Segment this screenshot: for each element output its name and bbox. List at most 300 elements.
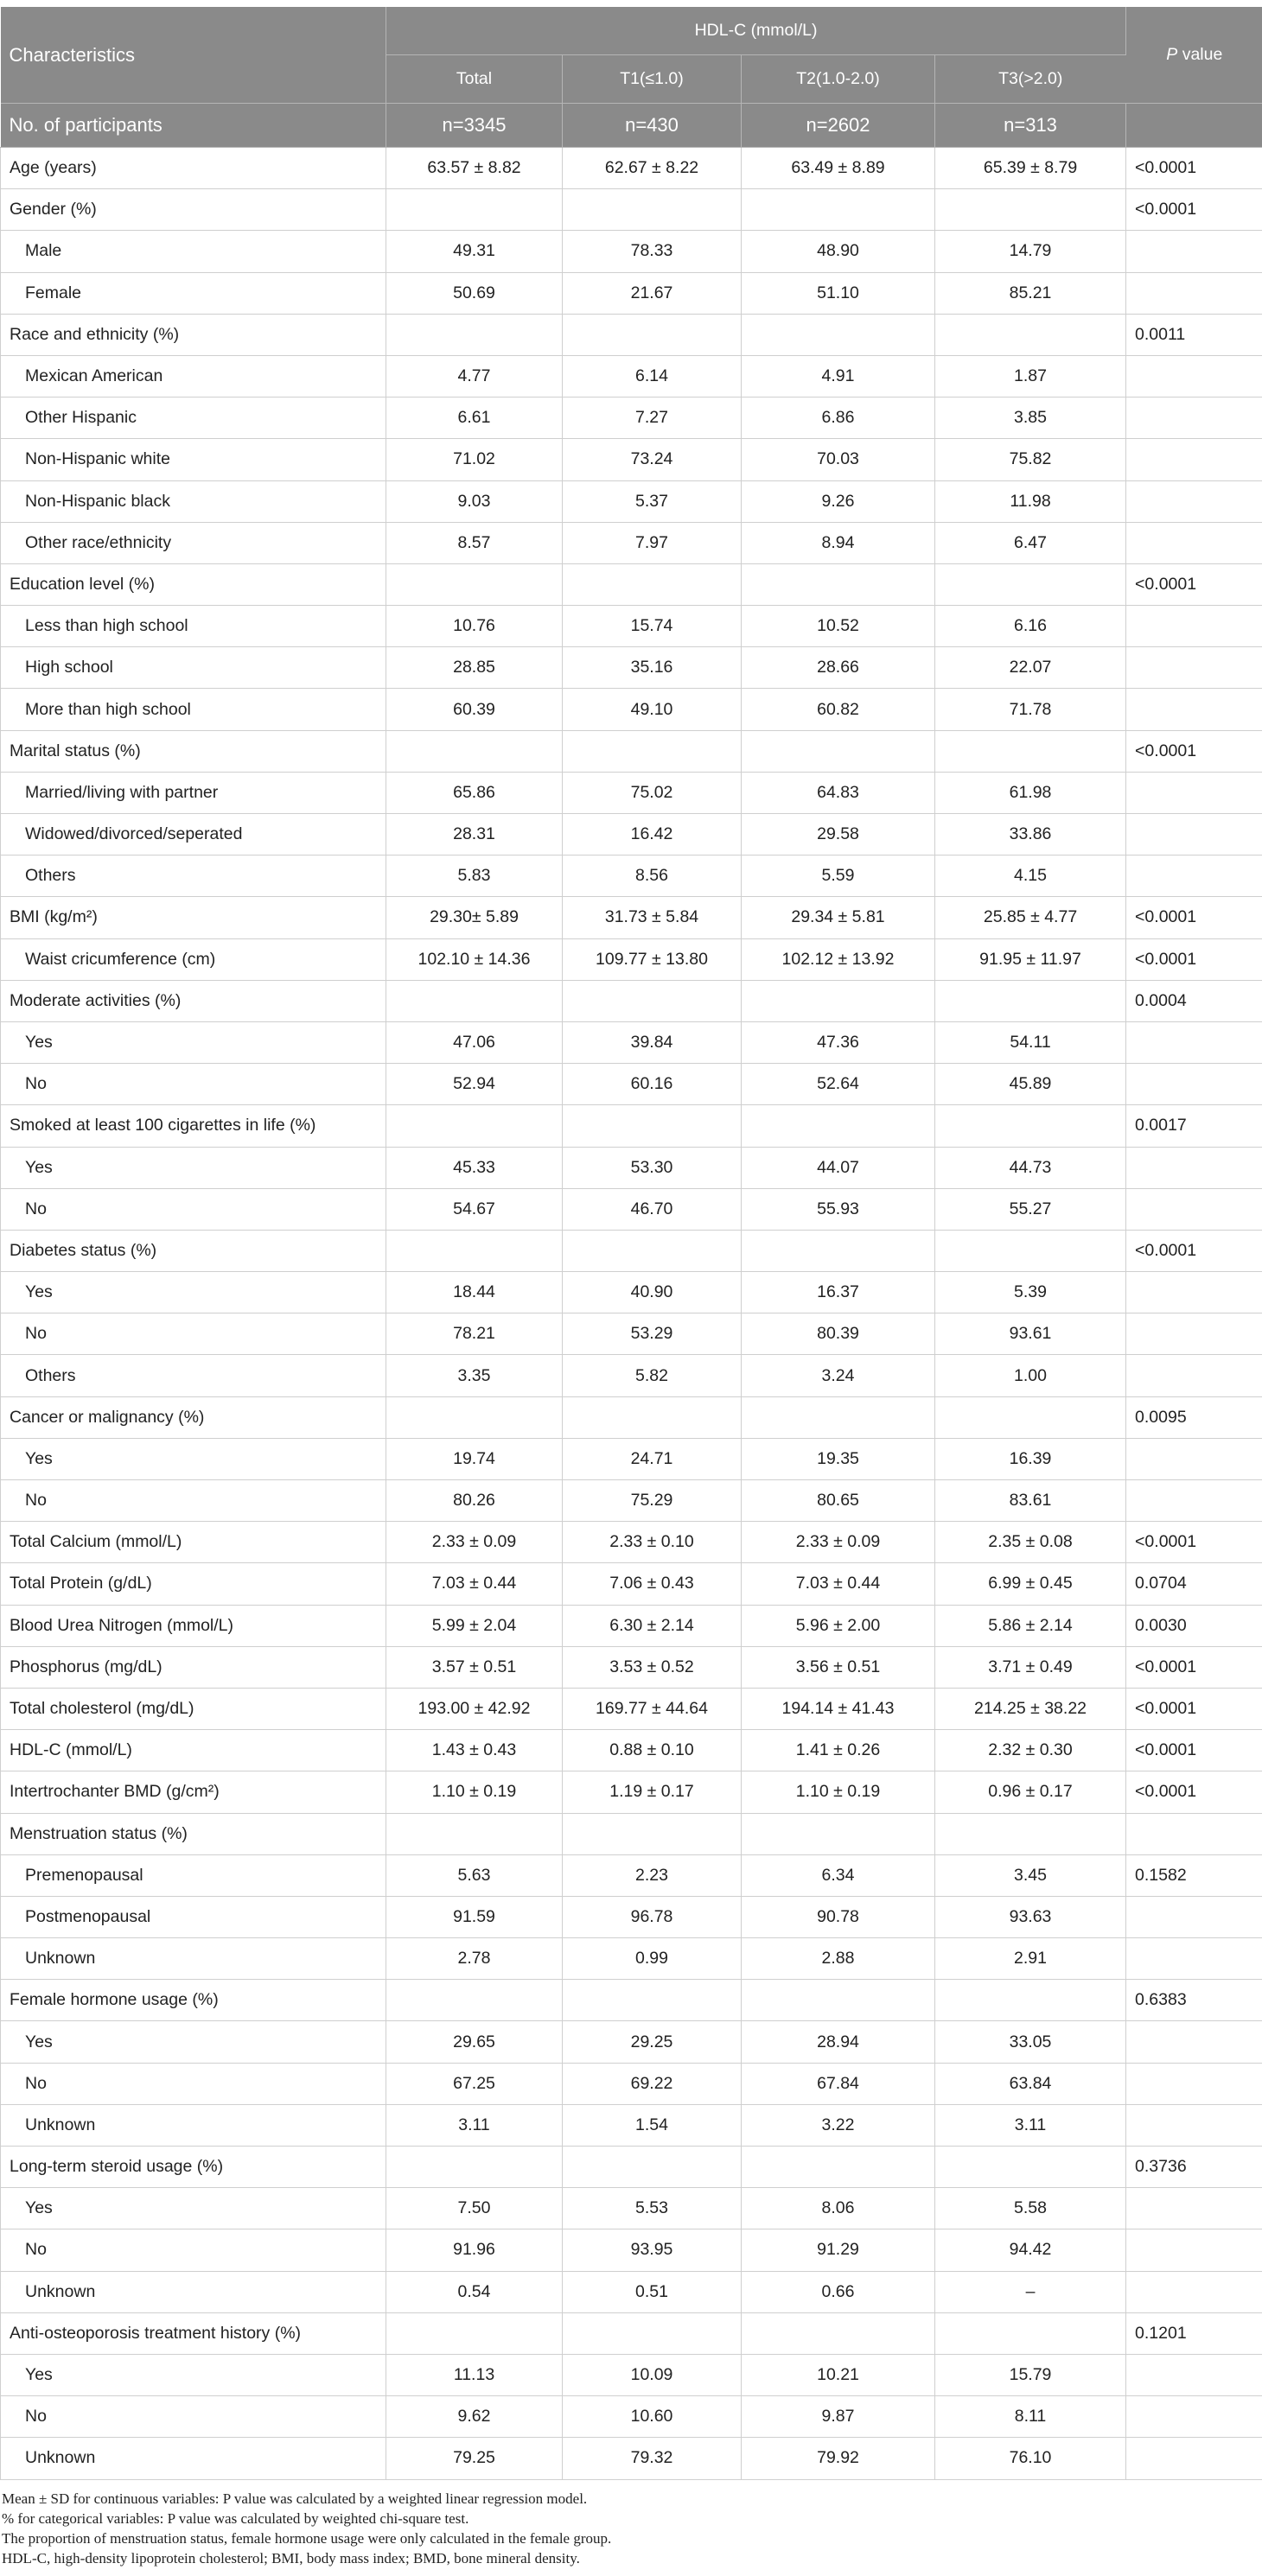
table-row [1,355,1262,397]
row-value: 2.91 [935,1938,1126,1980]
footnote: The proportion of menstruation status, female hormone usage were only calculated in the female group. [2,2529,612,2547]
row-value: 76.10 [935,2438,1126,2479]
p-italic: P [1166,45,1178,64]
row-label: Unknown [1,2104,386,2146]
row-p-value [1126,1272,1262,1313]
row-value [935,2147,1126,2188]
row-value: 91.29 [742,2229,935,2271]
row-value: 2.23 [563,1854,742,1896]
row-value: 10.52 [742,606,935,647]
row-value [563,2147,742,2188]
row-value: 46.70 [563,1188,742,1230]
row-value: 28.85 [386,647,563,689]
col-t3-header: T3(>2.0) [935,55,1126,104]
footnote: HDL-C, high-density lipoprotein cholesterol; BMI, body mass index; BMD, bone mineral density. [2,2549,580,2566]
row-label: Diabetes status (%) [1,1230,386,1271]
row-value [563,314,742,355]
table-row [1,1105,1262,1147]
row-value: 79.92 [742,2438,935,2479]
table-row [1,2104,1262,2146]
row-label: Yes [1,1438,386,1479]
row-value: 3.57 ± 0.51 [386,1646,563,1688]
row-label: Unknown [1,2271,386,2312]
row-value: 53.30 [563,1147,742,1188]
row-label: Yes [1,1147,386,1188]
row-label: More than high school [1,689,386,730]
row-value: 3.85 [935,398,1126,439]
table-body [1,148,1262,2480]
row-value [386,1980,563,2021]
row-value: 7.50 [386,2188,563,2229]
row-value: 1.10 ± 0.19 [742,1771,935,1813]
row-value: 96.78 [563,1896,742,1937]
row-value: 102.12 ± 13.92 [742,938,935,980]
row-value [386,314,563,355]
row-value [742,189,935,231]
row-p-value [1126,1355,1262,1396]
row-value: 10.21 [742,2354,935,2395]
row-p-value [1126,1480,1262,1522]
row-p-value: 0.1201 [1126,2312,1262,2354]
row-value: 28.31 [386,814,563,855]
footnotes [0,2480,1262,2568]
row-label: Blood Urea Nitrogen (mmol/L) [1,1605,386,1646]
row-p-value [1126,1313,1262,1355]
row-p-value [1126,2229,1262,2271]
table-row [1,1605,1262,1646]
row-value [935,1980,1126,2021]
row-value: 79.25 [386,2438,563,2479]
row-value [742,2147,935,2188]
table-row [1,2063,1262,2104]
table-row [1,1272,1262,1313]
row-label: Male [1,231,386,272]
table-row [1,2021,1262,2063]
row-label: Non-Hispanic white [1,439,386,480]
row-p-value [1126,2063,1262,2104]
row-value: 14.79 [935,231,1126,272]
row-label: Female [1,272,386,314]
row-value [386,563,563,605]
row-value: 3.35 [386,1355,563,1396]
row-value: 29.34 ± 5.81 [742,897,935,938]
row-p-value [1126,1021,1262,1063]
row-value: 6.86 [742,398,935,439]
table-row [1,2396,1262,2438]
row-value [386,1105,563,1147]
row-value: 33.05 [935,2021,1126,2063]
col-total-header: Total [386,55,563,104]
row-p-value: 0.0004 [1126,980,1262,1021]
table-row [1,1355,1262,1396]
row-label: Total Calcium (mmol/L) [1,1522,386,1563]
row-label: Less than high school [1,606,386,647]
table-row [1,730,1262,772]
row-value: 10.60 [563,2396,742,2438]
participants-t1: n=430 [563,104,742,148]
row-value [742,1230,935,1271]
row-p-value: <0.0001 [1126,897,1262,938]
row-value: 75.82 [935,439,1126,480]
participants-label: No. of participants [1,104,386,148]
row-value: 93.61 [935,1313,1126,1355]
row-value: 75.02 [563,772,742,813]
row-p-value: <0.0001 [1126,1688,1262,1729]
row-value: 78.33 [563,231,742,272]
row-value [563,1980,742,2021]
table-row [1,1646,1262,1688]
row-value: 0.51 [563,2271,742,2312]
participants-total: n=3345 [386,104,563,148]
row-value [742,730,935,772]
row-value: 5.96 ± 2.00 [742,1605,935,1646]
row-value: 11.98 [935,480,1126,522]
row-value [935,730,1126,772]
row-value: 79.32 [563,2438,742,2479]
row-label: No [1,1313,386,1355]
row-value: 71.78 [935,689,1126,730]
row-value: 65.86 [386,772,563,813]
row-value: 61.98 [935,772,1126,813]
row-value: 194.14 ± 41.43 [742,1688,935,1729]
row-p-value: <0.0001 [1126,1646,1262,1688]
row-label: Moderate activities (%) [1,980,386,1021]
row-label: Postmenopausal [1,1896,386,1937]
row-value: 3.53 ± 0.52 [563,1646,742,1688]
row-p-value: <0.0001 [1126,1771,1262,1813]
row-value: 85.21 [935,272,1126,314]
row-value: 0.99 [563,1938,742,1980]
row-value: 7.27 [563,398,742,439]
row-value: 60.39 [386,689,563,730]
row-value: 2.88 [742,1938,935,1980]
row-value: 73.24 [563,439,742,480]
row-value: 3.71 ± 0.49 [935,1646,1126,1688]
row-p-value: 0.0017 [1126,1105,1262,1147]
row-value [742,1396,935,1438]
row-p-value: <0.0001 [1126,148,1262,189]
row-p-value [1126,606,1262,647]
row-value [563,2312,742,2354]
row-value: 53.29 [563,1313,742,1355]
row-p-value: 0.6383 [1126,1980,1262,2021]
row-label: Female hormone usage (%) [1,1980,386,2021]
row-value: 0.88 ± 0.10 [563,1730,742,1771]
table-row [1,980,1262,1021]
row-value: 3.56 ± 0.51 [742,1646,935,1688]
row-p-value [1126,2354,1262,2395]
row-p-value: <0.0001 [1126,1522,1262,1563]
row-label: Other Hispanic [1,398,386,439]
row-value: 80.65 [742,1480,935,1522]
row-p-value: <0.0001 [1126,189,1262,231]
row-label: Race and ethnicity (%) [1,314,386,355]
row-value [386,2312,563,2354]
row-value: 44.07 [742,1147,935,1188]
row-value: 8.94 [742,522,935,563]
row-label: Others [1,855,386,897]
row-p-value [1126,2188,1262,2229]
table-row [1,2271,1262,2312]
row-value: 63.84 [935,2063,1126,2104]
row-value: 7.06 ± 0.43 [563,1563,742,1605]
p-value-header [1126,7,1262,104]
row-value: 5.86 ± 2.14 [935,1605,1126,1646]
row-value: 25.85 ± 4.77 [935,897,1126,938]
row-label: Yes [1,2021,386,2063]
table-row [1,1021,1262,1063]
row-value: 48.90 [742,231,935,272]
row-value: 16.37 [742,1272,935,1313]
row-value: 19.74 [386,1438,563,1479]
p-rest: value [1177,45,1223,64]
row-value: 8.57 [386,522,563,563]
row-value [386,1230,563,1271]
row-value: 7.03 ± 0.44 [742,1563,935,1605]
table-row [1,398,1262,439]
row-value: 28.66 [742,647,935,689]
row-value: 0.96 ± 0.17 [935,1771,1126,1813]
col-t2-header: T2(1.0-2.0) [742,55,935,104]
row-value: 29.65 [386,2021,563,2063]
row-value: 45.89 [935,1064,1126,1105]
row-value: 69.22 [563,2063,742,2104]
row-value: 214.25 ± 38.22 [935,1688,1126,1729]
participants-t2: n=2602 [742,104,935,148]
row-value [935,563,1126,605]
table-row [1,938,1262,980]
row-value: 67.84 [742,2063,935,2104]
row-label: High school [1,647,386,689]
row-p-value: 0.0011 [1126,314,1262,355]
row-value: 3.11 [386,2104,563,2146]
table-row [1,2147,1262,2188]
row-p-value [1126,231,1262,272]
row-value: 67.25 [386,2063,563,2104]
row-value: 8.06 [742,2188,935,2229]
row-value: 4.15 [935,855,1126,897]
row-value [742,980,935,1021]
row-p-value [1126,772,1262,813]
row-p-value: 0.0030 [1126,1605,1262,1646]
row-p-value [1126,1188,1262,1230]
row-value: 109.77 ± 13.80 [563,938,742,980]
row-label: Total cholesterol (mg/dL) [1,1688,386,1729]
row-label: Long-term steroid usage (%) [1,2147,386,2188]
table-row [1,2438,1262,2479]
table-row [1,1980,1262,2021]
row-label: Marital status (%) [1,730,386,772]
row-value: 3.24 [742,1355,935,1396]
table-row [1,1771,1262,1813]
row-value: 4.91 [742,355,935,397]
row-label: Married/living with partner [1,772,386,813]
row-label: Other race/ethnicity [1,522,386,563]
table-row [1,1313,1262,1355]
row-value [563,1396,742,1438]
table-row [1,1854,1262,1896]
table-row [1,439,1262,480]
row-value [742,2312,935,2354]
row-label: Unknown [1,1938,386,1980]
row-value: 33.86 [935,814,1126,855]
row-label: Smoked at least 100 cigarettes in life (%) [1,1105,386,1147]
row-value: 10.76 [386,606,563,647]
row-value: 44.73 [935,1147,1126,1188]
row-value: 0.66 [742,2271,935,2312]
row-value: 5.82 [563,1355,742,1396]
row-value: 29.30± 5.89 [386,897,563,938]
row-p-value: 0.0095 [1126,1396,1262,1438]
row-value [742,1980,935,2021]
row-value: 2.33 ± 0.09 [742,1522,935,1563]
row-value [742,563,935,605]
row-value: 21.67 [563,272,742,314]
row-value: 11.13 [386,2354,563,2395]
row-label: BMI (kg/m²) [1,897,386,938]
row-value: 16.42 [563,814,742,855]
row-value: 6.14 [563,355,742,397]
table-row [1,314,1262,355]
row-value [386,1396,563,1438]
table-row [1,231,1262,272]
row-value: 9.87 [742,2396,935,2438]
row-label: Total Protein (g/dL) [1,1563,386,1605]
row-p-value: <0.0001 [1126,938,1262,980]
row-value [563,189,742,231]
row-label: Yes [1,1021,386,1063]
row-value: 9.26 [742,480,935,522]
table-row [1,1896,1262,1937]
table-header [1,7,1262,148]
table-row [1,606,1262,647]
table-row [1,522,1262,563]
row-value: 3.11 [935,2104,1126,2146]
row-value: 45.33 [386,1147,563,1188]
row-value: 51.10 [742,272,935,314]
row-value: 60.16 [563,1064,742,1105]
row-value: 91.96 [386,2229,563,2271]
row-value: 15.74 [563,606,742,647]
table-row [1,1396,1262,1438]
row-value: 94.42 [935,2229,1126,2271]
row-value: 63.57 ± 8.82 [386,148,563,189]
table-row [1,1147,1262,1188]
row-value: 35.16 [563,647,742,689]
table-row [1,189,1262,231]
row-value: 49.31 [386,231,563,272]
row-value: 0.54 [386,2271,563,2312]
row-value [563,980,742,1021]
row-label: Unknown [1,2438,386,2479]
row-value: 6.30 ± 2.14 [563,1605,742,1646]
row-value: 40.90 [563,1272,742,1313]
row-value: 24.71 [563,1438,742,1479]
row-p-value [1126,1147,1262,1188]
row-value: 19.35 [742,1438,935,1479]
table-row [1,689,1262,730]
characteristics-table [0,7,1262,2480]
table-row [1,772,1262,813]
row-value: 5.99 ± 2.04 [386,1605,563,1646]
row-value: 2.78 [386,1938,563,1980]
row-value: 83.61 [935,1480,1126,1522]
table-row [1,2354,1262,2395]
row-value: 91.95 ± 11.97 [935,938,1126,980]
row-value: 10.09 [563,2354,742,2395]
row-value: 39.84 [563,1021,742,1063]
row-p-value: 0.1582 [1126,1854,1262,1896]
row-value: 54.67 [386,1188,563,1230]
table-row [1,1230,1262,1271]
row-value: 193.00 ± 42.92 [386,1688,563,1729]
row-p-value [1126,398,1262,439]
row-value: 6.99 ± 0.45 [935,1563,1126,1605]
row-value: 8.11 [935,2396,1126,2438]
row-label: No [1,1064,386,1105]
row-label: No [1,1480,386,1522]
row-value: 29.25 [563,2021,742,2063]
row-p-value [1126,272,1262,314]
row-value: 75.29 [563,1480,742,1522]
row-value: 1.19 ± 0.17 [563,1771,742,1813]
row-value [742,1813,935,1854]
row-p-value [1126,2396,1262,2438]
row-value: 9.62 [386,2396,563,2438]
row-label: Yes [1,2354,386,2395]
row-value: 22.07 [935,647,1126,689]
row-p-value [1126,522,1262,563]
row-value [386,980,563,1021]
row-value: 55.93 [742,1188,935,1230]
table-row [1,2229,1262,2271]
row-p-value [1126,355,1262,397]
row-p-value [1126,2271,1262,2312]
characteristics-header: Characteristics [1,7,386,104]
row-value: 54.11 [935,1021,1126,1063]
row-value: 1.10 ± 0.19 [386,1771,563,1813]
row-value: 9.03 [386,480,563,522]
row-value: 52.94 [386,1064,563,1105]
row-value: 64.83 [742,772,935,813]
row-label: Menstruation status (%) [1,1813,386,1854]
row-label: Premenopausal [1,1854,386,1896]
row-value [563,1105,742,1147]
row-value: 5.39 [935,1272,1126,1313]
table-row [1,814,1262,855]
row-value: 5.37 [563,480,742,522]
row-value [935,189,1126,231]
row-value [935,1813,1126,1854]
row-p-value [1126,1813,1262,1854]
row-value: 47.36 [742,1021,935,1063]
table-row [1,1188,1262,1230]
row-p-value [1126,647,1262,689]
row-value [563,563,742,605]
table-row [1,563,1262,605]
row-p-value [1126,689,1262,730]
row-value: 78.21 [386,1313,563,1355]
row-value: 102.10 ± 14.36 [386,938,563,980]
row-p-value [1126,1438,1262,1479]
row-value: 91.59 [386,1896,563,1937]
row-value: 2.32 ± 0.30 [935,1730,1126,1771]
footnote: Mean ± SD for continuous variables: P value was calculated by a weighted linear regression model. [2,2490,588,2507]
footnote: % for categorical variables: P value was calculated by weighted chi-square test. [2,2509,469,2527]
row-label: No [1,1188,386,1230]
row-value: 169.77 ± 44.64 [563,1688,742,1729]
row-value: 8.56 [563,855,742,897]
